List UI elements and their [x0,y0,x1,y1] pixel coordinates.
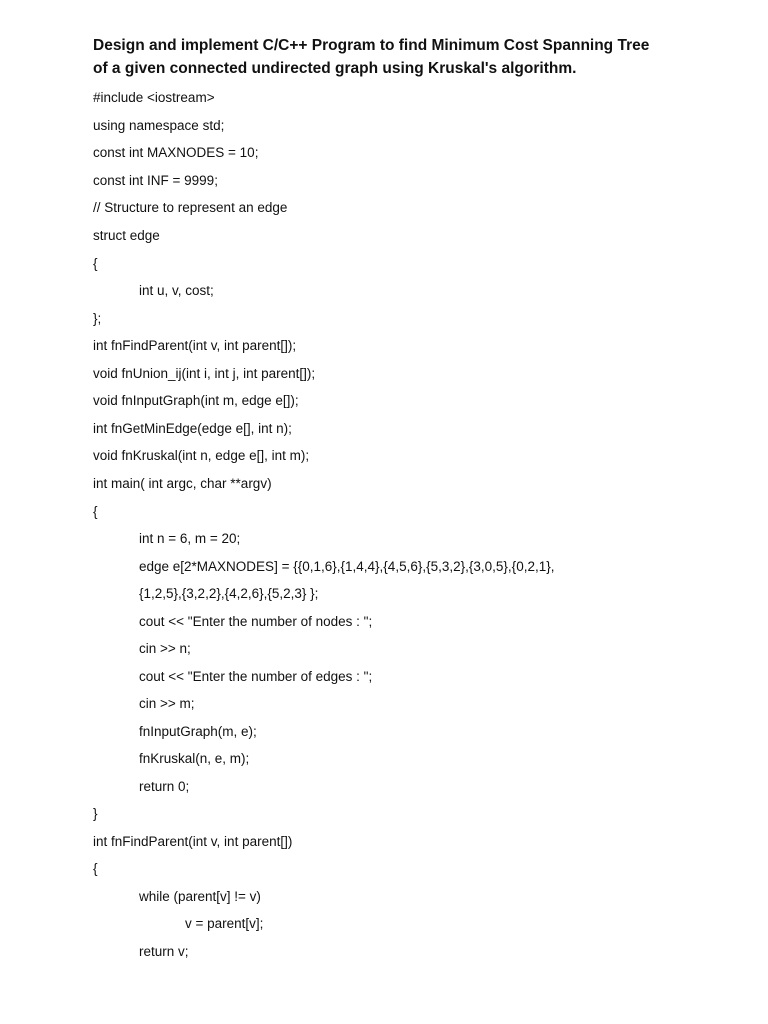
code-line: edge e[2*MAXNODES] = {{0,1,6},{1,4,4},{4,5,6},{5,3,2},{3,0,5},{0,2,1}, [139,559,555,574]
code-line: fnInputGraph(m, e); [139,724,257,739]
code-line: #include <iostream> [93,90,215,105]
title-line-1: Design and implement C/C++ Program to find Minimum Cost Spanning Tree [93,37,650,54]
code-line: const int MAXNODES = 10; [93,145,259,160]
code-line: const int INF = 9999; [93,173,218,188]
code-line: cout << "Enter the number of edges : "; [139,669,373,684]
code-line: { [93,256,98,271]
code-line: using namespace std; [93,118,225,133]
code-line: cout << "Enter the number of nodes : "; [139,614,373,629]
code-line: int main( int argc, char **argv) [93,476,272,491]
code-line: int u, v, cost; [139,283,214,298]
code-line: int fnFindParent(int v, int parent[]); [93,338,297,353]
code-line: } [93,806,98,821]
code-line: { [93,504,98,519]
code-line: void fnKruskal(int n, edge e[], int m); [93,448,310,463]
code-line: while (parent[v] != v) [139,889,261,904]
code-line: { [93,861,98,876]
code-line: struct edge [93,228,160,243]
title-line-2: of a given connected undirected graph using Kruskal's algorithm. [93,60,577,77]
document-title [93,34,733,80]
code-line: int fnGetMinEdge(edge e[], int n); [93,421,292,436]
code-line: {1,2,5},{3,2,2},{4,2,6},{5,2,3} }; [139,586,319,601]
code-line: cin >> n; [139,641,191,656]
code-line: int fnFindParent(int v, int parent[]) [93,834,293,849]
code-line: int n = 6, m = 20; [139,531,241,546]
code-line: void fnInputGraph(int m, edge e[]); [93,393,299,408]
code-line: }; [93,311,102,326]
code-line: fnKruskal(n, e, m); [139,751,250,766]
code-line: void fnUnion_ij(int i, int j, int parent[]); [93,366,316,381]
code-line: cin >> m; [139,696,195,711]
code-line: return v; [139,944,189,959]
code-comment-line: // Structure to represent an edge [93,200,288,215]
code-line: return 0; [139,779,190,794]
code-line: v = parent[v]; [185,916,264,931]
